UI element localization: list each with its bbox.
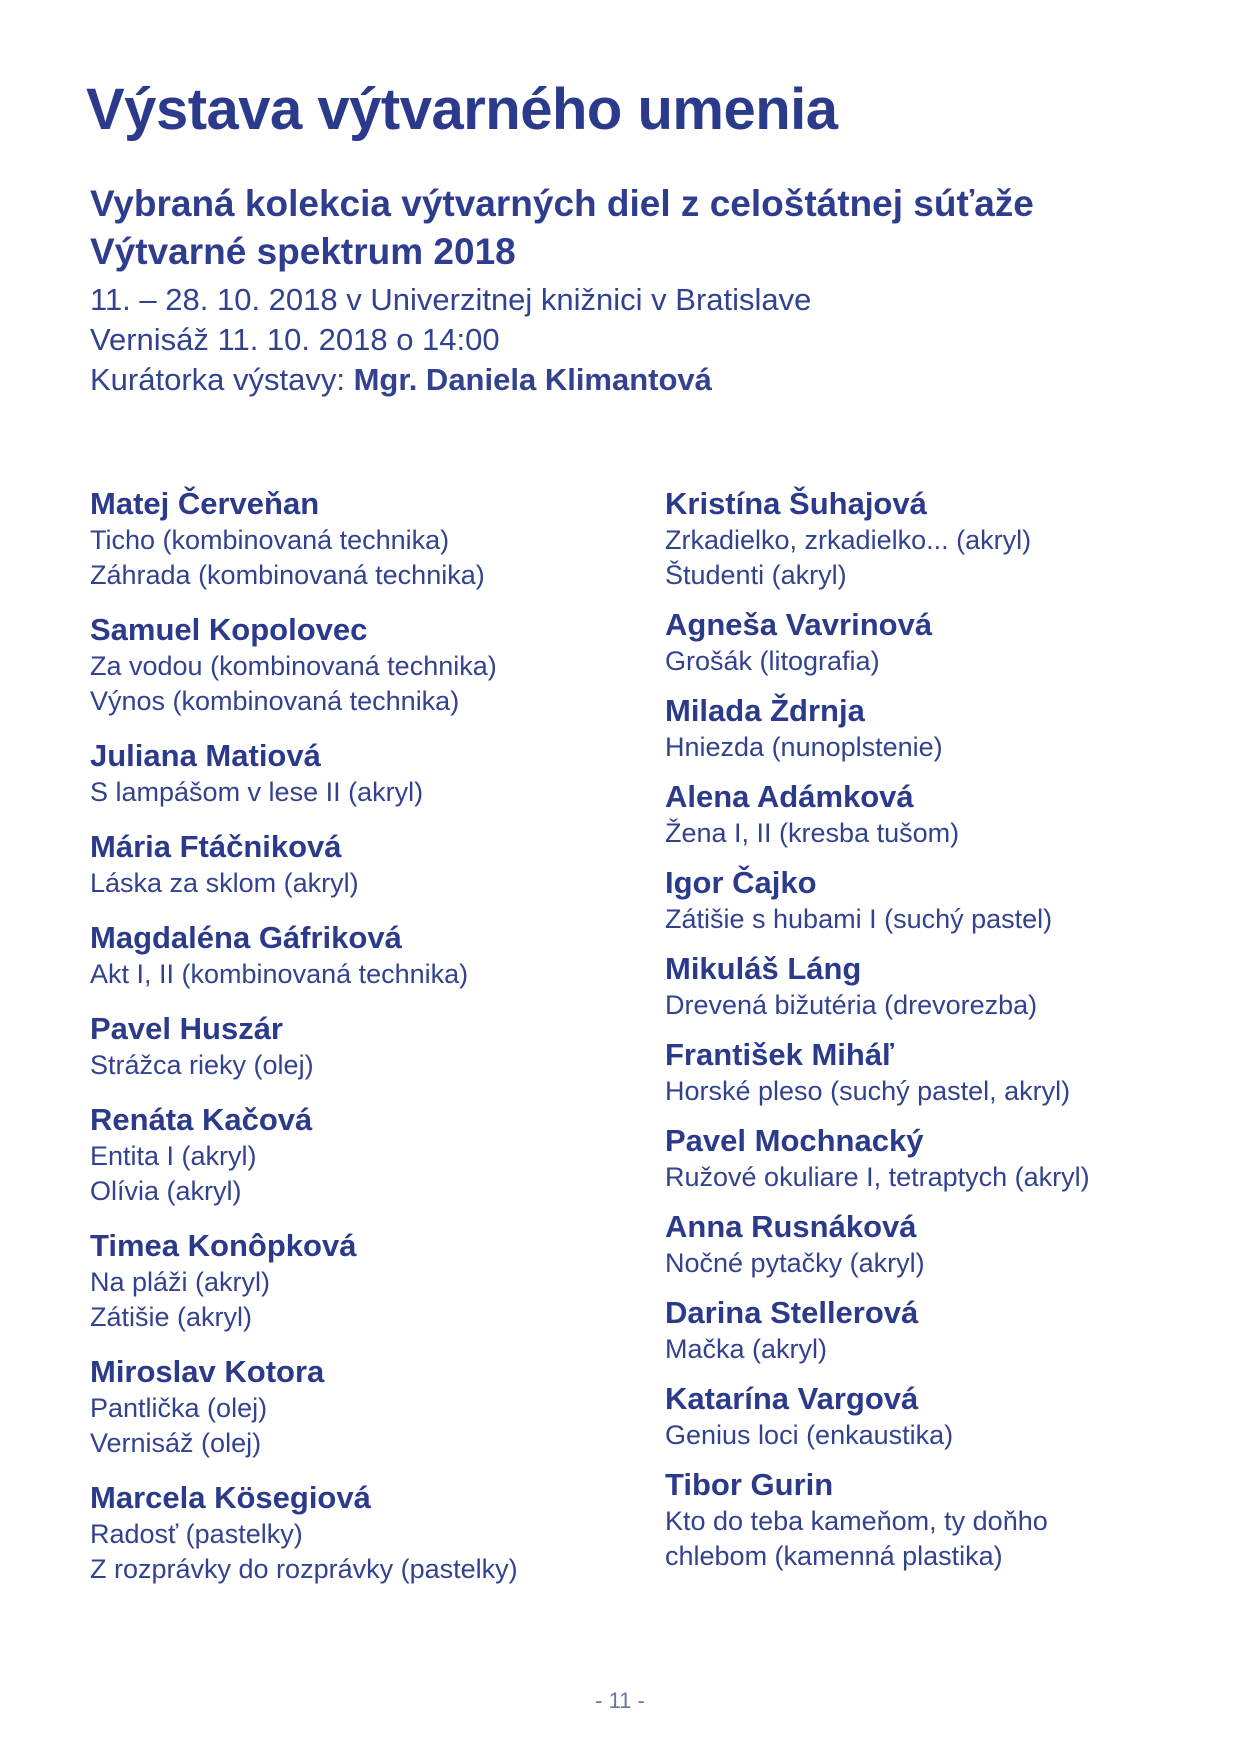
artwork-title: Entita I (akryl) [90, 1141, 257, 1171]
artwork-title: Za vodou (kombinovaná technika) [90, 651, 497, 681]
exhibition-dates: 11. – 28. 10. 2018 v Univerzitnej knižnici v Bratislave [90, 282, 812, 317]
artwork-title: Drevená bižutéria (drevorezba) [665, 990, 1038, 1020]
artist-entry [665, 778, 1225, 851]
artwork-title: Olívia (akryl) [90, 1176, 242, 1206]
artwork-title: Akt I, II (kombinovaná technika) [90, 959, 469, 989]
artist-name: Alena Adámková [665, 779, 914, 814]
artist-entry [665, 864, 1225, 937]
exhibition-subtitle [90, 180, 1190, 276]
artwork-title: Vernisáž (olej) [90, 1428, 262, 1458]
artist-name: Marcela Kösegiová [90, 1480, 371, 1515]
artist-entry [665, 606, 1225, 679]
artist-name: Katarína Vargová [665, 1381, 919, 1416]
artist-name: Miroslav Kotora [90, 1354, 325, 1389]
artist-name: Mikuláš Láng [665, 951, 862, 986]
artist-entry [665, 1466, 1225, 1574]
artwork-title: Láska za sklom (akryl) [90, 868, 359, 898]
artist-name: Matej Červeňan [90, 486, 320, 521]
artist-entry [665, 1036, 1225, 1109]
artwork-title: Na pláži (akryl) [90, 1267, 271, 1297]
subtitle-line-2: Výtvarné spektrum 2018 [90, 231, 516, 272]
artist-entry [90, 611, 610, 719]
artwork-title: Mačka (akryl) [665, 1334, 828, 1364]
artwork-title: Zátišie s hubami I (suchý pastel) [665, 904, 1053, 934]
subtitle-line-1: Vybraná kolekcia výtvarných diel z celoštátnej súťaže [90, 183, 1034, 224]
artist-entry [665, 692, 1225, 765]
artwork-title: Žena I, II (kresba tušom) [665, 818, 960, 848]
artwork-title: Zrkadielko, zrkadielko... (akryl) [665, 525, 1032, 555]
artist-name: Timea Konôpková [90, 1228, 357, 1263]
artist-entry [90, 485, 610, 593]
artist-entry [90, 1227, 610, 1335]
artist-entry [665, 1208, 1225, 1281]
curator-line [90, 360, 1190, 400]
artist-name: Pavel Mochnacký [665, 1123, 924, 1158]
artist-entry [90, 919, 610, 992]
curator-label: Kurátorka výstavy: [90, 362, 354, 397]
artwork-title: Nočné pytačky (akryl) [665, 1248, 925, 1278]
artist-name: Samuel Kopolovec [90, 612, 368, 647]
artist-name: Kristína Šuhajová [665, 486, 927, 521]
artist-entry [665, 950, 1225, 1023]
artwork-title: Výnos (kombinovaná technika) [90, 686, 460, 716]
artwork-title: Strážca rieky (olej) [90, 1050, 314, 1080]
artists-left-column [90, 485, 610, 1605]
artwork-title: Ružové okuliare I, tetraptych (akryl) [665, 1162, 1090, 1192]
artwork-title: Zátišie (akryl) [90, 1302, 253, 1332]
artist-name: Magdaléna Gáfriková [90, 920, 402, 955]
artwork-title: Radosť (pastelky) [90, 1519, 303, 1549]
artists-right-column [665, 485, 1225, 1587]
vernissage-info: Vernisáž 11. 10. 2018 o 14:00 [90, 322, 500, 357]
artist-name: Darina Stellerová [665, 1295, 919, 1330]
artist-entry [665, 1380, 1225, 1453]
artist-name: František Miháľ [665, 1037, 895, 1072]
artwork-title: Záhrada (kombinovaná technika) [90, 560, 485, 590]
page-title: Výstava výtvarného umenia [86, 77, 838, 142]
artist-name: Milada Ždrnja [665, 693, 865, 728]
exhibition-info [90, 280, 1190, 400]
artist-entry [90, 1353, 610, 1461]
artwork-title: Genius loci (enkaustika) [665, 1420, 954, 1450]
artwork-title: Pantlička (olej) [90, 1393, 268, 1423]
artwork-title: Študenti (akryl) [665, 560, 847, 590]
artwork-title: Z rozprávky do rozprávky (pastelky) [90, 1554, 518, 1584]
artwork-title: Grošák (litografia) [665, 646, 880, 676]
curator-name: Mgr. Daniela Klimantová [353, 362, 712, 397]
artist-entry [90, 1101, 610, 1209]
artist-name: Igor Čajko [665, 865, 817, 900]
artist-entry [665, 1294, 1225, 1367]
artist-name: Anna Rusnáková [665, 1209, 917, 1244]
artwork-title: Hniezda (nunoplstenie) [665, 732, 943, 762]
page-number: - 11 - [595, 1688, 645, 1713]
artwork-title: Horské pleso (suchý pastel, akryl) [665, 1076, 1071, 1106]
artist-name: Agneša Vavrinová [665, 607, 933, 642]
artist-entry [90, 1010, 610, 1083]
artist-name: Tibor Gurin [665, 1467, 834, 1502]
artist-name: Mária Ftáčniková [90, 829, 342, 864]
artist-name: Pavel Huszár [90, 1011, 283, 1046]
artist-name: Renáta Kačová [90, 1102, 313, 1137]
artwork-title: S lampášom v lese II (akryl) [90, 777, 424, 807]
artist-entry [90, 828, 610, 901]
artist-entry [665, 485, 1225, 593]
artwork-title: chlebom (kamenná plastika) [665, 1541, 1003, 1571]
artist-name: Juliana Matiová [90, 738, 321, 773]
artist-entry [665, 1122, 1225, 1195]
artwork-title: Kto do teba kameňom, ty doňho [665, 1506, 1048, 1536]
artist-entry [90, 1479, 610, 1587]
artist-entry [90, 737, 610, 810]
artwork-title: Ticho (kombinovaná technika) [90, 525, 450, 555]
